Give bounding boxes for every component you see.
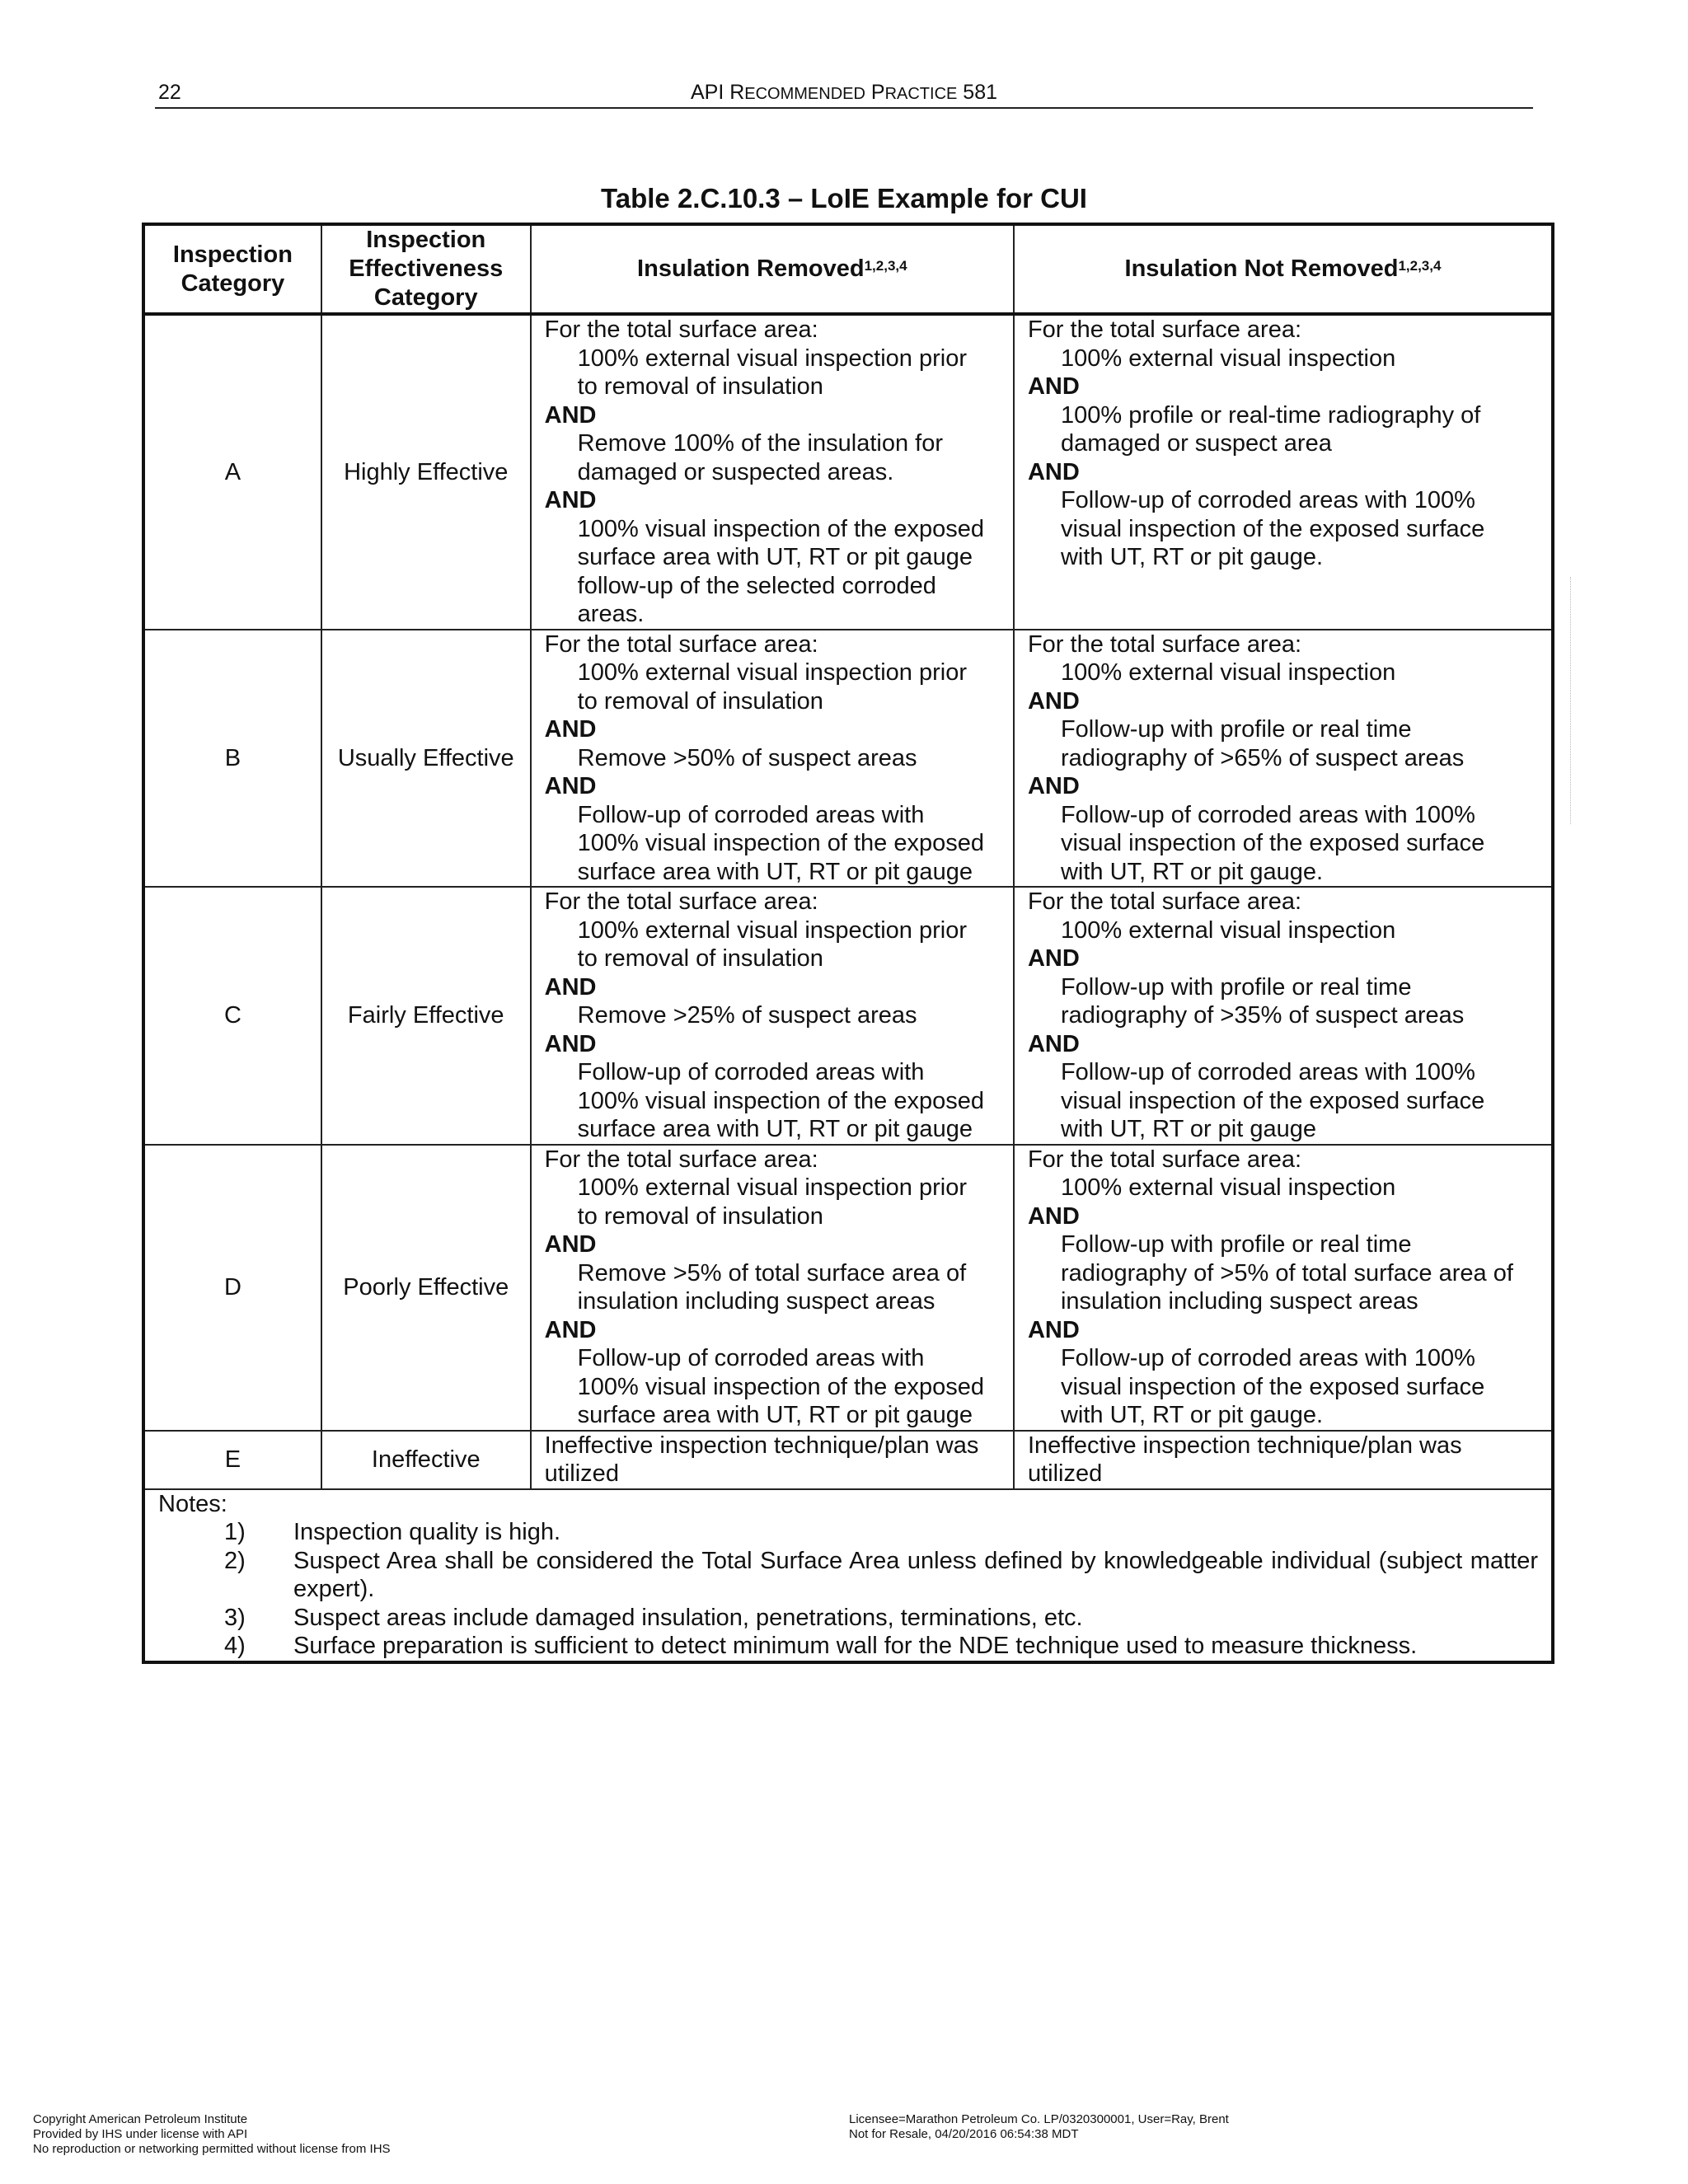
insulation-not-removed-cell — [1014, 630, 1553, 888]
requirement-line: Follow-up of corroded areas with 100% — [1060, 1345, 1475, 1371]
requirement-line: surface area with UT, RT or pit gauge — [577, 544, 973, 570]
requirement-line: utilized — [544, 1460, 619, 1487]
header-insulation-not-removed — [1014, 224, 1553, 314]
requirement-line: with UT, RT or pit gauge. — [1060, 858, 1324, 885]
note-item — [158, 1604, 1538, 1633]
requirement-line: surface area with UT, RT or pit gauge — [577, 1116, 973, 1142]
effectiveness-cell: Highly Effective — [321, 314, 531, 630]
requirement-line: 100% external visual inspection prior — [577, 916, 967, 944]
inspection-category-cell: A — [143, 314, 321, 630]
requirement-line: follow-up of the selected corroded — [577, 572, 936, 599]
requirement-line: 100% visual inspection of the exposed — [577, 1373, 984, 1400]
and-connector: AND — [544, 1231, 597, 1258]
requirement-line: radiography of >5% of total surface area of — [1060, 1259, 1513, 1286]
requirement-line: Ineffective inspection technique/plan was — [1027, 1432, 1462, 1459]
requirement-line: with UT, RT or pit gauge — [1060, 1116, 1316, 1142]
requirement-line: damaged or suspect area — [1060, 430, 1332, 457]
requirement-line: Follow-up of corroded areas with 100% — [1060, 487, 1475, 513]
and-connector: AND — [1027, 945, 1080, 972]
table-row — [143, 887, 1553, 1145]
requirement-line: to removal of insulation — [577, 1202, 823, 1230]
header-label: Insulation Not Removed — [1124, 255, 1399, 282]
requirement-line: radiography of >65% of suspect areas — [1060, 744, 1465, 771]
table-row — [143, 630, 1553, 888]
note-text: Suspect areas include damaged insulation, penetrations, terminations, etc. — [293, 1604, 1083, 1631]
note-item — [158, 1632, 1538, 1661]
effectiveness-cell: Ineffective — [321, 1431, 531, 1489]
effectiveness-cell: Usually Effective — [321, 630, 531, 888]
and-connector: AND — [1027, 1202, 1080, 1230]
requirement-line: 100% external visual inspection — [1060, 659, 1396, 686]
and-connector: AND — [544, 773, 597, 799]
inspection-category-cell: D — [143, 1145, 321, 1431]
doc-title-part: API R — [690, 81, 745, 104]
requirement-line: visual inspection of the exposed surface — [1060, 830, 1485, 856]
requirement-line: insulation including suspect areas — [1060, 1288, 1418, 1315]
footer-line: Licensee=Marathon Petroleum Co. LP/0320300001, User=Ray, Brent — [849, 2112, 1229, 2126]
requirement-line: with UT, RT or pit gauge. — [1060, 544, 1324, 570]
requirement-line: 100% profile or real-time radiography of — [1060, 401, 1481, 429]
and-connector: AND — [544, 716, 597, 743]
header-effectiveness-category — [321, 224, 531, 314]
requirement-line: visual inspection of the exposed surface — [1060, 515, 1485, 542]
note-text: Suspect Area shall be considered the Total Surface Area unless defined by knowledgeable individual (subject matter expert). — [293, 1547, 1538, 1602]
requirement-line: 100% visual inspection of the exposed — [577, 515, 984, 542]
note-number: 1) — [224, 1519, 246, 1545]
requirement-line: Follow-up with profile or real time — [1060, 716, 1412, 743]
requirement-line: visual inspection of the exposed surface — [1060, 1373, 1485, 1400]
requirement-line: 100% external visual inspection — [1060, 344, 1396, 372]
page-number: 22 — [158, 81, 181, 104]
requirement-line: Follow-up of corroded areas with — [577, 801, 925, 828]
requirement-line: visual inspection of the exposed surface — [1060, 1087, 1485, 1114]
table-row — [143, 1431, 1553, 1489]
and-connector: AND — [544, 401, 597, 429]
requirement-line: surface area with UT, RT or pit gauge — [577, 1402, 973, 1428]
header-label: Inspection Effectiveness Category — [349, 227, 504, 311]
notes-list — [158, 1518, 1538, 1661]
requirement-line: Follow-up with profile or real time — [1060, 973, 1412, 1001]
insulation-removed-cell — [531, 314, 1014, 630]
requirement-line: Remove >25% of suspect areas — [577, 1002, 917, 1029]
requirement-line: 100% visual inspection of the exposed — [577, 830, 984, 856]
header-inspection-category — [143, 224, 321, 314]
requirement-line: For the total surface area: — [544, 630, 818, 658]
header-insulation-removed — [531, 224, 1014, 314]
header-label: Inspection Category — [172, 241, 293, 297]
requirement-line: 100% external visual inspection prior — [577, 1174, 967, 1201]
table-header-row — [143, 224, 1553, 314]
requirement-line: Follow-up with profile or real time — [1060, 1231, 1412, 1258]
note-number: 3) — [224, 1604, 246, 1631]
requirement-line: to removal of insulation — [577, 945, 823, 972]
insulation-not-removed-cell — [1014, 887, 1553, 1145]
note-number: 2) — [224, 1547, 246, 1574]
requirement-line: 100% external visual inspection prior — [577, 659, 967, 686]
and-connector: AND — [544, 487, 597, 513]
requirement-line: with UT, RT or pit gauge. — [1060, 1402, 1324, 1428]
requirement-line: Remove >5% of total surface area of — [577, 1259, 967, 1286]
footer-right — [849, 2112, 1229, 2142]
and-connector: AND — [1027, 1316, 1080, 1343]
inspection-category-cell: B — [143, 630, 321, 888]
and-connector: AND — [1027, 773, 1080, 799]
insulation-not-removed-cell — [1014, 314, 1553, 630]
requirement-line: to removal of insulation — [577, 373, 823, 400]
doc-title-part: RACTICE — [884, 85, 958, 103]
notes-cell — [143, 1489, 1553, 1662]
insulation-removed-cell — [531, 887, 1014, 1145]
requirement-line: surface area with UT, RT or pit gauge — [577, 858, 973, 885]
requirement-line: For the total surface area: — [544, 316, 818, 343]
requirement-line: For the total surface area: — [1027, 630, 1302, 658]
requirement-line: damaged or suspected areas. — [577, 458, 894, 485]
requirement-line: Follow-up of corroded areas with 100% — [1060, 1059, 1475, 1085]
requirement-line: For the total surface area: — [1027, 1146, 1302, 1173]
requirement-line: Follow-up of corroded areas with — [577, 1345, 925, 1371]
insulation-not-removed-cell — [1014, 1431, 1553, 1489]
and-connector: AND — [544, 1030, 597, 1057]
and-connector: AND — [544, 1316, 597, 1343]
effectiveness-cell: Poorly Effective — [321, 1145, 531, 1431]
doc-title-part: 581 — [957, 81, 998, 104]
insulation-not-removed-cell — [1014, 1145, 1553, 1431]
note-text: Surface preparation is sufficient to detect minimum wall for the NDE technique used to measure thickness. — [293, 1633, 1418, 1659]
doc-title-part: ECOMMENDED — [744, 85, 865, 103]
effectiveness-cell: Fairly Effective — [321, 887, 531, 1145]
footer-line: Copyright American Petroleum Institute — [33, 2112, 248, 2126]
notes-heading: Notes: — [158, 1490, 227, 1517]
requirement-line: utilized — [1027, 1460, 1103, 1487]
footer-line: No reproduction or networking permitted without license from IHS — [33, 2142, 391, 2156]
requirement-line: 100% external visual inspection — [1060, 916, 1396, 944]
inspection-category-cell: E — [143, 1431, 321, 1489]
requirement-line: For the total surface area: — [1027, 888, 1302, 915]
doc-title-part: P — [865, 81, 885, 104]
and-connector: AND — [1027, 373, 1080, 400]
requirement-line: Follow-up of corroded areas with 100% — [1060, 801, 1475, 828]
and-connector: AND — [1027, 1030, 1080, 1057]
header-superscript: 1,2,3,4 — [864, 258, 907, 274]
note-item — [158, 1518, 1538, 1547]
note-item — [158, 1547, 1538, 1604]
footer-line: Not for Resale, 04/20/2016 06:54:38 MDT — [849, 2127, 1079, 2141]
side-scan-mark — [1570, 577, 1574, 824]
footer-left — [33, 2112, 391, 2157]
and-connector: AND — [1027, 687, 1080, 715]
requirement-line: Follow-up of corroded areas with — [577, 1059, 925, 1085]
requirement-line: Remove 100% of the insulation for — [577, 430, 943, 457]
requirement-line: For the total surface area: — [544, 1146, 818, 1173]
footer-line: Provided by IHS under license with API — [33, 2127, 248, 2141]
insulation-removed-cell — [531, 1145, 1014, 1431]
requirement-line: Remove >50% of suspect areas — [577, 744, 917, 771]
header-label: Insulation Removed — [637, 255, 865, 282]
requirement-line: areas. — [577, 601, 645, 627]
note-number: 4) — [224, 1633, 246, 1659]
header-superscript: 1,2,3,4 — [1398, 258, 1442, 274]
requirement-line: to removal of insulation — [577, 687, 823, 715]
table-title: Table 2.C.10.3 – LoIE Example for CUI — [601, 183, 1087, 213]
requirement-line: For the total surface area: — [544, 888, 818, 915]
loie-table — [142, 223, 1554, 1664]
insulation-removed-cell — [531, 1431, 1014, 1489]
requirement-line: 100% external visual inspection — [1060, 1174, 1396, 1201]
inspection-category-cell: C — [143, 887, 321, 1145]
note-text: Inspection quality is high. — [293, 1519, 561, 1545]
table-row — [143, 314, 1553, 630]
requirement-line: radiography of >35% of suspect areas — [1060, 1002, 1465, 1029]
notes-row — [143, 1489, 1553, 1662]
and-connector: AND — [1027, 458, 1080, 485]
requirement-line: 100% visual inspection of the exposed — [577, 1087, 984, 1114]
and-connector: AND — [544, 973, 597, 1001]
page-header — [155, 79, 1533, 109]
insulation-removed-cell — [531, 630, 1014, 888]
requirement-line: 100% external visual inspection prior — [577, 344, 967, 372]
requirement-line: insulation including suspect areas — [577, 1288, 935, 1315]
requirement-line: Ineffective inspection technique/plan was — [544, 1432, 979, 1459]
table-row — [143, 1145, 1553, 1431]
requirement-line: For the total surface area: — [1027, 316, 1302, 343]
document-title — [155, 81, 1533, 105]
